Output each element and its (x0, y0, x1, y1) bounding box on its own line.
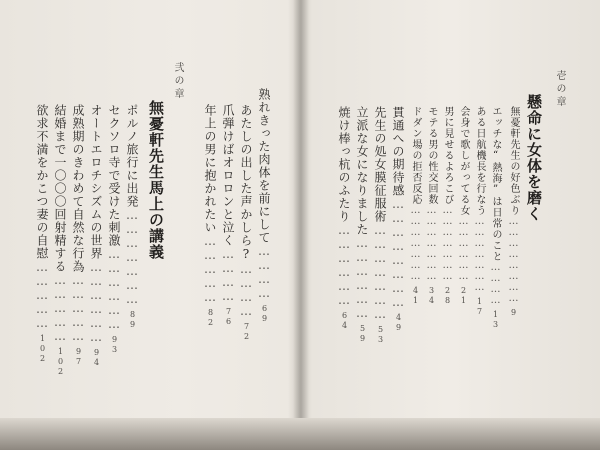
toc-entry: 先生の処女膜征服術…………………53 (373, 106, 387, 345)
toc-entry: オートエロチシズムの世界………………94 (89, 104, 103, 368)
toc-entry: ポルノ旅行に出発…………………89 (125, 104, 139, 330)
toc-entry: 男に見せるよろこび…………………28 (442, 106, 453, 306)
book-gutter (293, 0, 309, 450)
toc-entry: 熟れきった肉体を前にして…………69 (257, 88, 271, 324)
chapter-title-2: 無憂軒先生馬上の講義 (147, 100, 165, 260)
page-bottom-edge (0, 418, 600, 450)
toc-entry: 無憂軒先生の好色ぶり……………………9 (508, 106, 519, 318)
toc-entry: ドダン場の拒否反応…………………41 (410, 106, 421, 306)
toc-entry: 会身で歌しがってる女………………21 (458, 106, 469, 306)
toc-entry: ある日航機長を行なう…………………17 (474, 106, 485, 317)
chapter-label-1: 壱の章 (554, 70, 565, 109)
toc-entry: 爪弾けばオロロンと泣く…………76 (221, 104, 235, 327)
toc-entry: モテる男の性交回数…………………34 (426, 106, 437, 306)
toc-entry: エッチな“熱海”は日常のこと…………13 (490, 106, 501, 330)
chapter-label-2: 弐の章 (172, 62, 183, 101)
toc-entry: 欲求不満をかこつ妻の自慰……………102 (35, 104, 49, 364)
toc-entry: あたしの出した声かしら?…………72 (239, 104, 253, 342)
toc-entry: 焼け棒っ杭のふたり………………64 (337, 106, 351, 331)
toc-entry: 年上の男に抱かれたい……………82 (203, 104, 217, 328)
toc-entry: セクソロ寺で受けた刺激………………93 (107, 104, 121, 355)
toc-entry: 成熟期のきわめて自然な行為……………97 (71, 104, 85, 367)
toc-entry: 立派な女になりました………………59 (355, 106, 369, 344)
toc-entry: 貫通への期待感……………………49 (391, 106, 405, 333)
chapter-title-1: 懸命に女体を磨く (525, 94, 543, 222)
toc-entry: 結婚まで一〇〇〇回射精する……………102 (53, 104, 67, 377)
